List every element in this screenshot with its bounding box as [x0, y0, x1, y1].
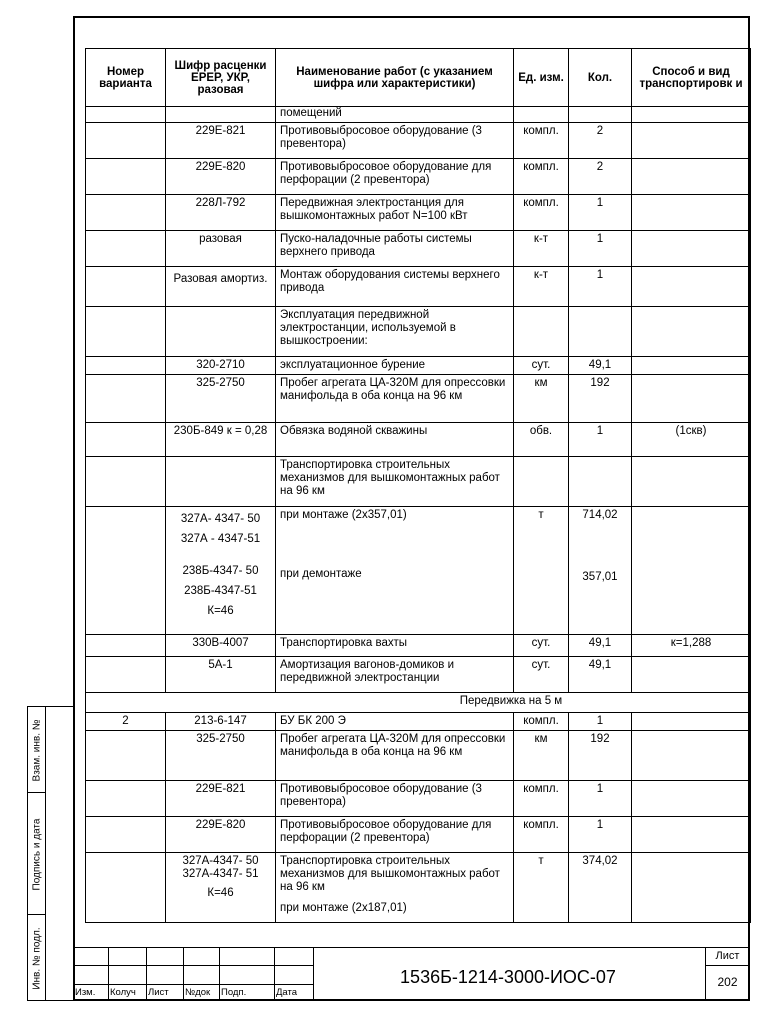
table-row [86, 731, 751, 781]
cell-name: Транспортировка строительных механизмов для вышкомонтажных работ на 96 км [276, 457, 514, 507]
cell-method [632, 853, 751, 923]
sheet-number: 202 [717, 975, 738, 989]
cell-qty [569, 307, 632, 357]
cell-code [166, 457, 276, 507]
cell-qty [569, 507, 632, 635]
cell-qty: 1 [569, 781, 632, 817]
cell-method [632, 107, 751, 123]
stamp-line [219, 947, 220, 1001]
cell-method [632, 507, 751, 635]
document-code: 1536Б-1214-3000-ИОС-07 [400, 967, 616, 987]
cell-variant [86, 357, 166, 375]
cell-code: 325-2750 [166, 731, 276, 781]
cell-name [276, 507, 514, 635]
code-line: 238Б-4347- 50 [182, 565, 259, 577]
stamp-list: Лист [148, 987, 169, 998]
cell-unit: компл. [514, 713, 569, 731]
table-row [86, 817, 751, 853]
cell-unit: компл. [514, 123, 569, 159]
code-line: 327А-4347- 50 [182, 855, 259, 867]
cell-method [632, 357, 751, 375]
cell-unit: к-т [514, 267, 569, 307]
cell-name: эксплуатационное бурение [276, 357, 514, 375]
cell-method [632, 375, 751, 423]
cell-name: Противовыбросовое оборудование (3 превентора) [276, 781, 514, 817]
cell-qty: 1 [569, 713, 632, 731]
cell-code: 229Е-821 [166, 781, 276, 817]
cell-variant [86, 781, 166, 817]
cell-variant [86, 657, 166, 693]
stamp-izm: Изм. [75, 987, 96, 998]
table-row [86, 195, 751, 231]
cell-method [632, 457, 751, 507]
code-line: 327А- 4347- 50 [180, 513, 261, 525]
cell-name: Передвижная электростанция для вышкомонтажных работ N=100 кВт [276, 195, 514, 231]
sheet-label: Лист [715, 950, 740, 962]
cell-unit [514, 457, 569, 507]
cell-method [632, 231, 751, 267]
table-row [86, 231, 751, 267]
cell-variant [86, 635, 166, 657]
cell-code: Разовая амортиз. [166, 267, 276, 307]
cell-qty: 374,02 [569, 853, 632, 923]
cell-variant [86, 159, 166, 195]
stamp-data: Дата [276, 987, 298, 998]
cell-name: Обвязка водяной скважины [276, 423, 514, 457]
cell-variant [86, 507, 166, 635]
cell-name: Эксплуатация передвижной электростанции, используемой в вышкостроении: [276, 307, 514, 357]
table-row [86, 713, 751, 731]
table-row [86, 375, 751, 423]
stamp-line [146, 947, 147, 1001]
cell-variant [86, 123, 166, 159]
stamp-ndok: №док [185, 987, 211, 998]
stamp-line [73, 984, 313, 985]
cell-method [632, 657, 751, 693]
cell-variant [86, 853, 166, 923]
name-dismount: при демонтаже [280, 568, 362, 580]
table-row [86, 457, 751, 507]
table-row-last [86, 853, 751, 923]
cell-qty: 1 [569, 231, 632, 267]
name-transport: Транспортировка строительных механизмов для вышкомонтажных работ на 96 км [280, 855, 500, 893]
code-line: К=46 [207, 887, 234, 899]
name-mount: при монтаже (2х357,01) [280, 509, 407, 521]
cell-name: Амортизация вагонов-домиков и передвижной электростанции [276, 657, 514, 693]
cell-unit: сут. [514, 635, 569, 657]
cell-method [632, 781, 751, 817]
cell-name: помещений [276, 107, 514, 123]
cell-method [632, 731, 751, 781]
cell-unit: км [514, 731, 569, 781]
cell-unit: компл. [514, 817, 569, 853]
cell-variant [86, 423, 166, 457]
code-line: 238Б-4347-51 [184, 585, 257, 597]
table-row-transport [86, 507, 751, 635]
cell-variant [86, 457, 166, 507]
cell-unit: сут. [514, 357, 569, 375]
header-qty: Кол. [569, 49, 632, 107]
cell-unit: к-т [514, 231, 569, 267]
table-row [86, 267, 751, 307]
section-title: Передвижка на 5 м [86, 693, 751, 713]
cell-code: 229Е-821 [166, 123, 276, 159]
cell-name: Монтаж оборудования системы верхнего привода [276, 267, 514, 307]
cell-method: к=1,288 [632, 635, 751, 657]
cell-code: 5А-1 [166, 657, 276, 693]
stamp-line [183, 947, 184, 1001]
cell-code [166, 853, 276, 923]
stamp-line [705, 965, 750, 966]
cell-name: Противовыбросовое оборудование (3 превентора) [276, 123, 514, 159]
cell-unit: обв. [514, 423, 569, 457]
cell-name: БУ БК 200 Э [276, 713, 514, 731]
stamp-line [274, 947, 275, 1001]
cell-code: 229Е-820 [166, 817, 276, 853]
cell-qty: 2 [569, 123, 632, 159]
table-row [86, 423, 751, 457]
cell-unit: компл. [514, 159, 569, 195]
cell-variant [86, 307, 166, 357]
table-row [86, 307, 751, 357]
cell-qty: 1 [569, 423, 632, 457]
header-variant: Номер варианта [86, 49, 166, 107]
side-label-podpis: Подпись и дата [31, 818, 43, 890]
section-row [86, 693, 751, 713]
cell-unit: компл. [514, 781, 569, 817]
cell-method [632, 123, 751, 159]
code-line [170, 549, 271, 561]
cell-qty: 1 [569, 267, 632, 307]
cell-code [166, 307, 276, 357]
works-table [85, 48, 751, 923]
cell-qty: 1 [569, 195, 632, 231]
cell-variant [86, 817, 166, 853]
table-row [86, 781, 751, 817]
cell-unit [514, 307, 569, 357]
cell-variant [86, 375, 166, 423]
cell-name: Пробег агрегата ЦА-320М для опрессовки манифольда в оба конца на 96 км [276, 375, 514, 423]
table-row [86, 107, 751, 123]
cell-code: 213-6-147 [166, 713, 276, 731]
cell-code: разовая [166, 231, 276, 267]
stamp-line [73, 947, 750, 948]
cell-name: Пуско-наладочные работы системы верхнего привода [276, 231, 514, 267]
stamp-podp: Подп. [221, 987, 247, 998]
cell-name: Противовыбросовое оборудование для перфорации (2 превентора) [276, 159, 514, 195]
cell-qty: 49,1 [569, 635, 632, 657]
stamp-line [73, 965, 313, 966]
header-unit: Ед. изм. [514, 49, 569, 107]
cell-unit: т [514, 853, 569, 923]
header-name: Наименование работ (с указанием шифра или характеристики) [276, 49, 514, 107]
table-header [86, 49, 751, 107]
cell-code [166, 107, 276, 123]
cell-code [166, 507, 276, 635]
code-line: К=46 [207, 605, 234, 617]
qty-dismount: 357,01 [582, 571, 618, 583]
cell-unit [514, 107, 569, 123]
cell-unit: компл. [514, 195, 569, 231]
cell-unit: км [514, 375, 569, 423]
cell-variant [86, 107, 166, 123]
cell-variant [86, 267, 166, 307]
cell-name: Пробег агрегата ЦА-320М для опрессовки манифольда в оба конца на 96 км [276, 731, 514, 781]
cell-unit: т [514, 507, 569, 635]
cell-variant [86, 731, 166, 781]
cell-variant [86, 195, 166, 231]
cell-method [632, 267, 751, 307]
cell-qty [569, 457, 632, 507]
cell-code: 325-2750 [166, 375, 276, 423]
stamp-line [108, 947, 109, 1001]
table-row [86, 357, 751, 375]
title-block [73, 947, 750, 1001]
cell-variant [86, 231, 166, 267]
table-row [86, 123, 751, 159]
stamp-koluch: Колуч [110, 987, 136, 998]
cell-qty: 192 [569, 731, 632, 781]
cell-name: Противовыбросовое оборудование для перфорации (2 превентора) [276, 817, 514, 853]
cell-qty: 192 [569, 375, 632, 423]
cell-variant: 2 [86, 713, 166, 731]
table-row [86, 657, 751, 693]
header-code: Шифр расценки ЕРЕР, УКР, разовая [166, 49, 276, 107]
table-row [86, 635, 751, 657]
code-line: 327А-4347- 51 [182, 868, 259, 880]
cell-code: 229Е-820 [166, 159, 276, 195]
cell-name [276, 853, 514, 923]
side-label-vzam: Взам. инв. № [31, 719, 43, 781]
cell-code: 320-2710 [166, 357, 276, 375]
name-mount: при монтаже (2х187,01) [280, 902, 407, 914]
cell-code: 228Л-792 [166, 195, 276, 231]
code-line: 327А - 4347-51 [180, 533, 261, 545]
cell-method [632, 159, 751, 195]
cell-method [632, 307, 751, 357]
cell-code: 230Б-849 к = 0,28 [166, 423, 276, 457]
cell-method [632, 195, 751, 231]
cell-code: 330В-4007 [166, 635, 276, 657]
cell-name: Транспортировка вахты [276, 635, 514, 657]
cell-unit: сут. [514, 657, 569, 693]
cell-qty: 2 [569, 159, 632, 195]
header-method: Способ и вид транспортировк и [632, 49, 751, 107]
table-row [86, 159, 751, 195]
cell-method [632, 713, 751, 731]
side-label-inv: Инв. № подл. [31, 926, 43, 990]
cell-qty: 1 [569, 817, 632, 853]
qty-mount: 714,02 [582, 509, 618, 521]
cell-method [632, 817, 751, 853]
side-stamp [27, 706, 73, 1001]
cell-qty: 49,1 [569, 657, 632, 693]
cell-qty [569, 107, 632, 123]
cell-method: (1скв) [632, 423, 751, 457]
cell-qty: 49,1 [569, 357, 632, 375]
